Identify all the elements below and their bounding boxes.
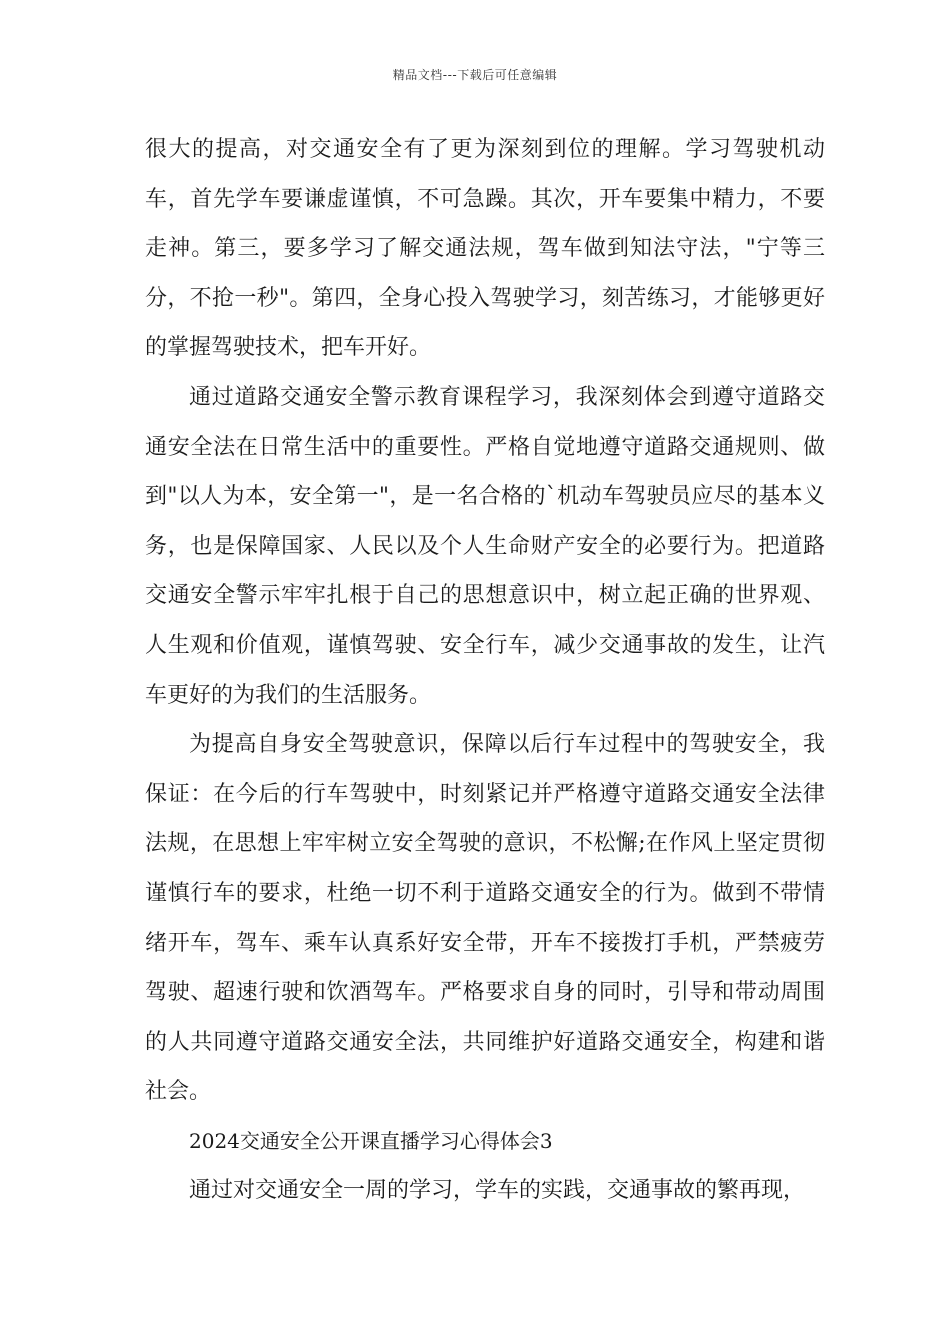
section-title: 2024交通安全公开课直播学习心得体会3: [189, 1128, 553, 1153]
paragraph: 为提高自身安全驾驶意识，保障以后行车过程中的驾驶安全，我保证：在今后的行车驾驶中，时刻紧记并严格遵守道路交通安全法律法规，在思想上牢牢树立安全驾驶的意识，不松懈;在作风上坚定贯彻谨慎行车的要求，杜绝一切不利于道路交通安全的行为。做到不带情绪开车，驾车、乘车认真系好安全带，开车不接拨打手机，严禁疲劳驾驶、超速行驶和饮酒驾车。严格要求自身的同时，引导和带动周围的人共同遵守道路交通安全法，共同维护好道路交通安全，构建和谐社会。: [145, 732, 825, 1105]
document-body: [145, 125, 825, 1216]
paragraph: 通过道路交通安全警示教育课程学习，我深刻体会到遵守道路交通安全法在日常生活中的重要性。严格自觉地遵守道路交通规则、做到"以人为本，安全第一"，是一名合格的`机动车驾驶员应尽的基本义务，也是保障国家、人民以及个人生命财产安全的必要行为。把道路交通安全警示牢牢扎根于自己的思想意识中，树立起正确的世界观、人生观和价值观，谨慎驾驶、安全行车，减少交通事故的发生，让汽车更好的为我们的生活服务。: [145, 384, 825, 708]
paragraph-continued: 很大的提高，对交通安全有了更为深刻到位的理解。学习驾驶机动车，首先学车要谦虚谨慎，不可急躁。其次，开车要集中精力，不要走神。第三，要多学习了解交通法规，驾车做到知法守法，"宁等三分，不抢一秒"。第四，全身心投入驾驶学习，刻苦练习，才能够更好的掌握驾驶技术，把车开好。: [145, 137, 825, 361]
paragraph: 通过对交通安全一周的学习，学车的实践，交通事故的繁再现，: [189, 1178, 806, 1204]
page-header: 精品文档---下载后可任意编辑: [392, 68, 558, 82]
